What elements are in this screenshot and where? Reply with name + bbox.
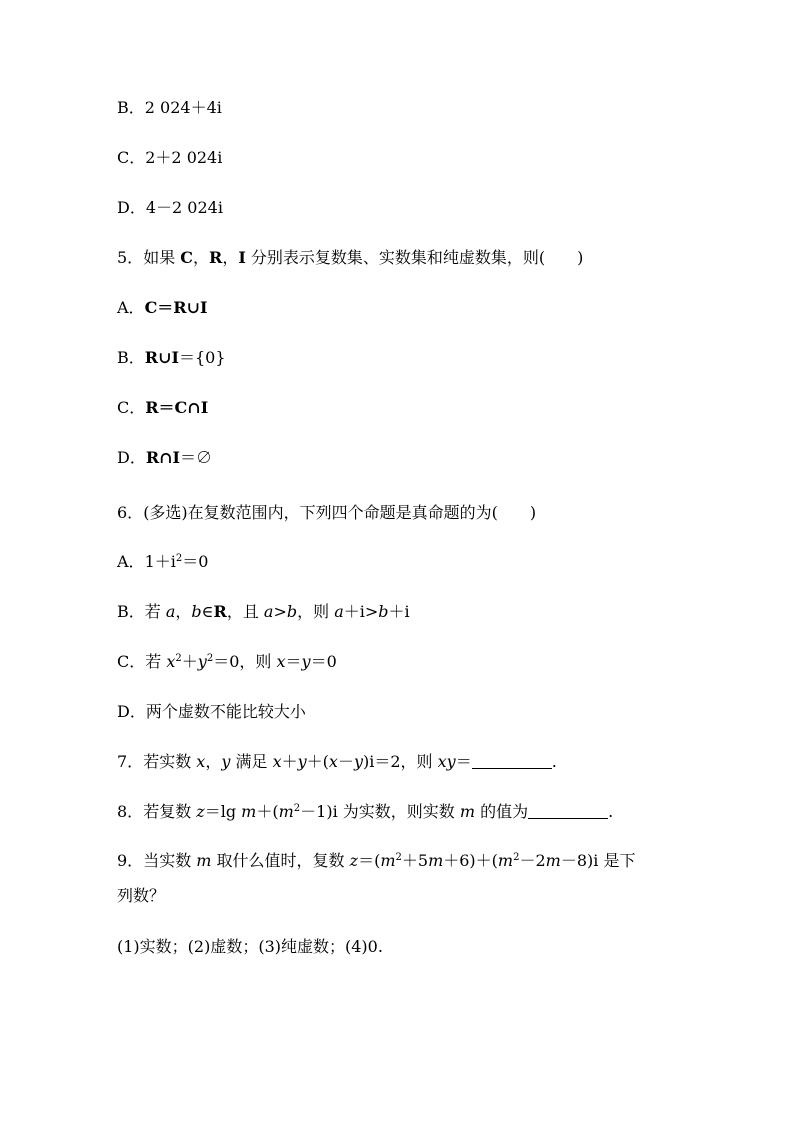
option-text: >: [273, 602, 287, 621]
option-text: R＝C∩I: [145, 398, 209, 417]
punct: .: [551, 752, 557, 771]
q5-stem: [117, 248, 583, 268]
option-text: ＝: [285, 652, 302, 671]
punct: .: [608, 802, 614, 821]
stem-text: 分别表示复数集、实数集和纯虚数集，则( ): [245, 248, 584, 267]
option-text: 若: [144, 602, 166, 621]
stem-text: －2: [519, 851, 546, 870]
question-number: 8．: [117, 802, 144, 821]
var-m: m: [428, 851, 444, 870]
stem-text: ＝(: [358, 851, 381, 870]
punct: ，: [222, 248, 239, 267]
stem-text: 若复数: [143, 802, 197, 821]
set-i: I: [238, 248, 246, 267]
question-number: 6．: [117, 503, 144, 522]
option-text: 两个虚数不能比较大小: [145, 702, 306, 721]
option-text: ，: [175, 602, 192, 621]
option-text: R∩I: [145, 448, 181, 467]
var-b: b: [378, 602, 389, 621]
option-text: ＋i: [388, 602, 410, 621]
option-label: B．: [117, 602, 145, 621]
punct: ，: [193, 248, 210, 267]
stem-text: 当实数: [143, 851, 197, 870]
option-label: D．: [117, 702, 146, 721]
q9-subquestions: [117, 937, 383, 957]
var-a: a: [263, 602, 274, 621]
var-z: z: [196, 802, 205, 821]
var-m: m: [196, 851, 212, 870]
stem-text: ＝: [455, 752, 472, 771]
set-r: R: [209, 248, 223, 267]
q6-option-b: [117, 602, 410, 622]
option-label: C．: [117, 652, 146, 671]
stem-text: 如果: [143, 248, 176, 267]
stem-text: 满足: [230, 752, 273, 771]
q6-option-d: [117, 702, 306, 722]
stem-text: (1)实数；(2)虚数；(3)纯虚数；(4)0.: [117, 937, 383, 956]
q5-option-b: [117, 348, 226, 368]
superscript: 2: [293, 803, 301, 814]
option-text: ，且: [226, 602, 264, 621]
option-text: ＝0: [310, 652, 337, 671]
option-text: ＋i>: [343, 602, 379, 621]
superscript: 2: [175, 553, 183, 564]
superscript: 2: [395, 852, 402, 863]
option-text: ＝{0}: [178, 348, 226, 367]
option-label: B．: [117, 98, 145, 117]
option-label: C．: [117, 398, 146, 417]
option-text: ∈: [201, 602, 214, 621]
stem-text: 若实数: [143, 752, 197, 771]
q8-stem: [117, 802, 613, 822]
question-number: 7．: [117, 752, 144, 771]
stem-text: )i＝2，则: [363, 752, 438, 771]
var-a: a: [334, 602, 344, 621]
stem-text: －1)i 为实数，则实数: [300, 802, 460, 821]
stem-text: ＋6)＋(: [443, 851, 498, 870]
var-m: m: [380, 851, 396, 870]
stem-text: 列数？: [117, 886, 166, 905]
var-y: y: [221, 752, 231, 771]
superscript: 2: [513, 852, 520, 863]
option-label: A．: [117, 552, 145, 571]
option-text: R∪I: [144, 348, 179, 367]
question-number: 5．: [117, 248, 144, 267]
option-label: C．: [117, 148, 146, 167]
stem-text: －: [337, 752, 354, 771]
var-x: x: [276, 652, 286, 671]
q4-option-c: [117, 148, 222, 168]
option-text: 若: [145, 652, 167, 671]
set-c: C: [180, 248, 194, 267]
stem-text: 取什么值时，复数: [211, 851, 350, 870]
var-y: y: [353, 752, 363, 771]
var-y: y: [297, 752, 307, 771]
var-z: z: [349, 851, 359, 870]
q6-stem: [117, 503, 536, 523]
option-text: ，则: [297, 602, 335, 621]
var-m: m: [497, 851, 514, 870]
answer-blank[interactable]: [528, 804, 608, 819]
option-text: 1＋i: [144, 552, 176, 571]
q9-stem: [117, 851, 635, 871]
stem-text: (多选)在复数范围内，下列四个命题是真命题的为( ): [143, 503, 537, 522]
stem-text: －8)i 是下: [560, 851, 636, 870]
question-number: 9．: [117, 851, 144, 870]
stem-text: ，: [205, 752, 222, 771]
set-r: R: [213, 602, 227, 621]
var-m: m: [278, 802, 294, 821]
var-b: b: [191, 602, 202, 621]
q6-option-a: [117, 552, 208, 572]
var-m: m: [459, 802, 476, 821]
stem-text: ＋: [281, 752, 298, 771]
q4-option-d: [117, 198, 223, 218]
stem-text: ＋5: [401, 851, 429, 870]
q9-stem-continued: [117, 886, 165, 906]
var-a: a: [165, 602, 176, 621]
var-y: y: [301, 652, 311, 671]
var-y: y: [197, 652, 207, 671]
q5-option-a: [117, 298, 208, 318]
option-text: ＝∅: [180, 448, 213, 467]
var-m: m: [241, 802, 257, 821]
superscript: 2: [175, 653, 182, 664]
var-xy: xy: [437, 752, 456, 771]
option-text: 2＋2 024i: [145, 148, 223, 167]
var-x: x: [166, 652, 176, 671]
q6-option-c: [117, 652, 337, 672]
stem-text: ＋(: [256, 802, 279, 821]
q7-stem: [117, 752, 557, 772]
var-x: x: [328, 752, 338, 771]
option-text: ＋: [181, 652, 198, 671]
superscript: 2: [206, 653, 214, 664]
option-text: ＝0: [182, 552, 209, 571]
var-m: m: [545, 851, 561, 870]
option-label: B．: [117, 348, 145, 367]
stem-text: ＝lg: [204, 802, 242, 821]
answer-blank[interactable]: [472, 754, 552, 769]
var-x: x: [196, 752, 206, 771]
option-text: ＝0，则: [213, 652, 277, 671]
option-label: D．: [117, 198, 146, 217]
stem-text: ＋(: [306, 752, 329, 771]
q5-option-d: [117, 448, 212, 468]
var-b: b: [286, 602, 298, 621]
q5-option-c: [117, 398, 208, 418]
var-x: x: [272, 752, 282, 771]
option-text: 2 024＋4i: [144, 98, 222, 117]
option-label: D．: [117, 448, 146, 467]
option-text: C＝R∪I: [144, 298, 208, 317]
q4-option-b: [117, 98, 222, 118]
option-label: A．: [117, 298, 145, 317]
stem-text: 的值为: [475, 802, 529, 821]
option-text: 4－2 024i: [145, 198, 223, 217]
